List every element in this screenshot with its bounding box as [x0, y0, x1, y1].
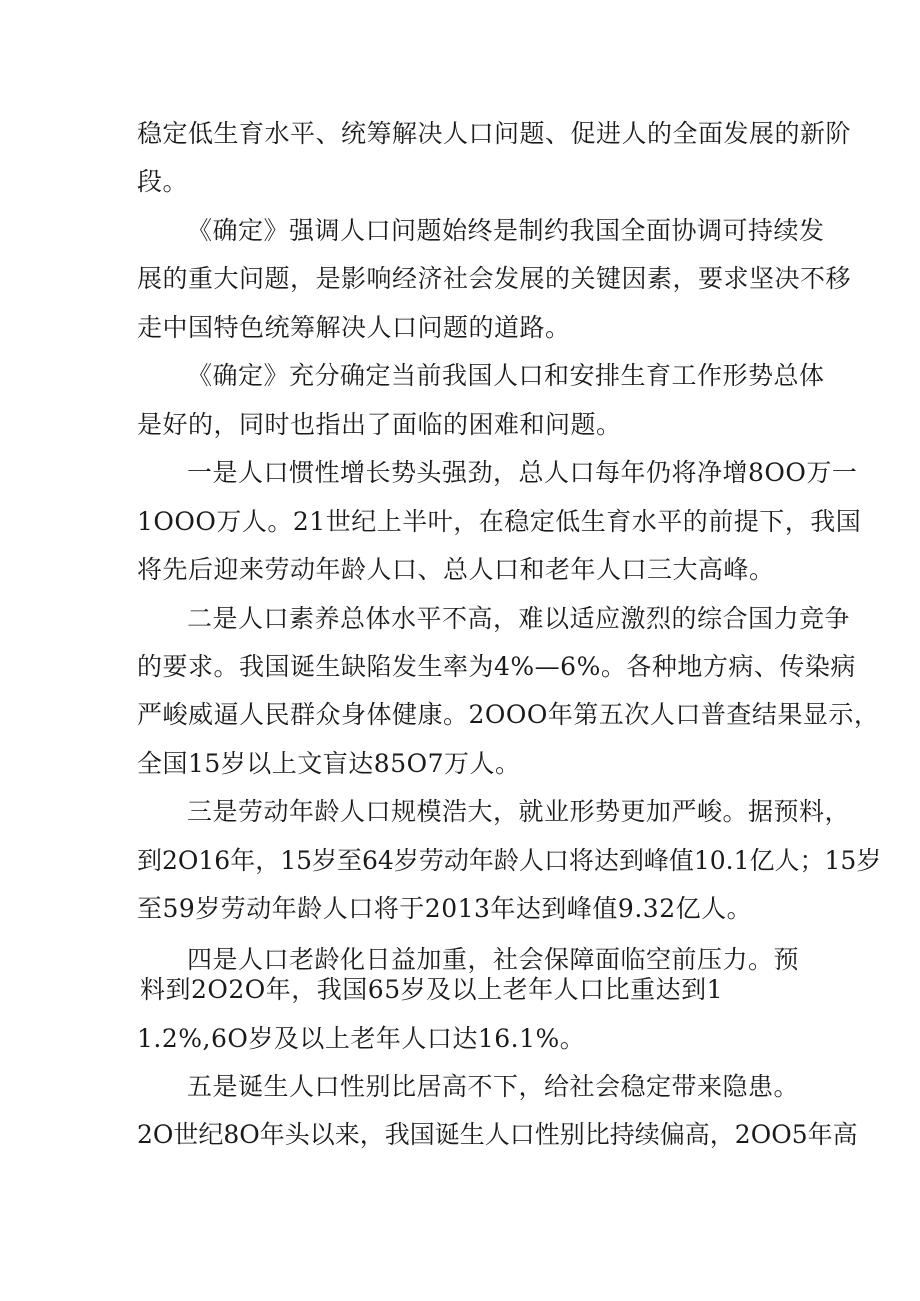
paragraph-start-line: 一是人口惯性增长势头强劲，总人口每年仍将净增8OO万一	[187, 458, 858, 487]
text-line-5: 走中国特色统筹解决人口问题的道路。	[137, 313, 571, 342]
paragraph-start-line: 五是诞生人口性别比居高不下，给社会稳定带来隐患。	[187, 1072, 800, 1101]
text-line-12: 的要求。我国诞生缺陷发生率为4%—6%。各种地方病、传染病	[137, 652, 856, 681]
paragraph-start-line: 四是人口老龄化日益加重，社会保障面临空前压力。预	[187, 945, 800, 974]
text-line-9: 1OOO万人。21世纪上半叶，在稳定低生育水平的前提下，我国	[137, 507, 862, 536]
text-line-2: 段。	[137, 167, 189, 196]
text-line-7: 是好的，同时也指出了面临的困难和问题。	[137, 410, 622, 439]
paragraph-start-line: 二是人口素养总体水平不高，难以适应激烈的综合国力竞争	[187, 604, 851, 633]
text-line-17: 至59岁劳动年龄人口将于2013年达到峰值9.32亿人。	[137, 894, 753, 923]
text-line-14: 全国15岁以上文盲达85O7万人。	[137, 749, 521, 778]
paragraph-start-line: 《确定》强调人口问题始终是制约我国全面协调可持续发	[187, 216, 825, 245]
text-line-20: 1.2%,6O岁及以上老年人口达16.1%。	[137, 1024, 586, 1053]
text-line-10: 将先后迎来劳动年龄人口、总人口和老年人口三大高峰。	[137, 555, 775, 584]
paragraph-start-line: 《确定》充分确定当前我国人口和安排生育工作形势总体	[187, 361, 825, 390]
text-line-19: 料到2O2O年，我国65岁及以上老年人口比重达到1	[140, 975, 724, 1004]
text-line-13: 严峻威逼人民群众身体健康。2OOO年第五次人口普查结果显示，	[137, 700, 880, 729]
paragraph-start-line: 三是劳动年龄人口规模浩大，就业形势更加严峻。据预料，	[187, 797, 851, 826]
text-line-4: 展的重大问题，是影响经济社会发展的关键因素，要求坚决不移	[137, 264, 852, 293]
text-line-22: 2O世纪8O年头以来，我国诞生人口性别比持续偏高，2OO5年高	[137, 1120, 858, 1149]
text-line-16: 到2O16年，15岁至64岁劳动年龄人口将达到峰值10.1亿人；15岁	[137, 846, 882, 875]
text-line-1: 稳定低生育水平、统筹解决人口问题、促进人的全面发展的新阶	[137, 119, 852, 148]
